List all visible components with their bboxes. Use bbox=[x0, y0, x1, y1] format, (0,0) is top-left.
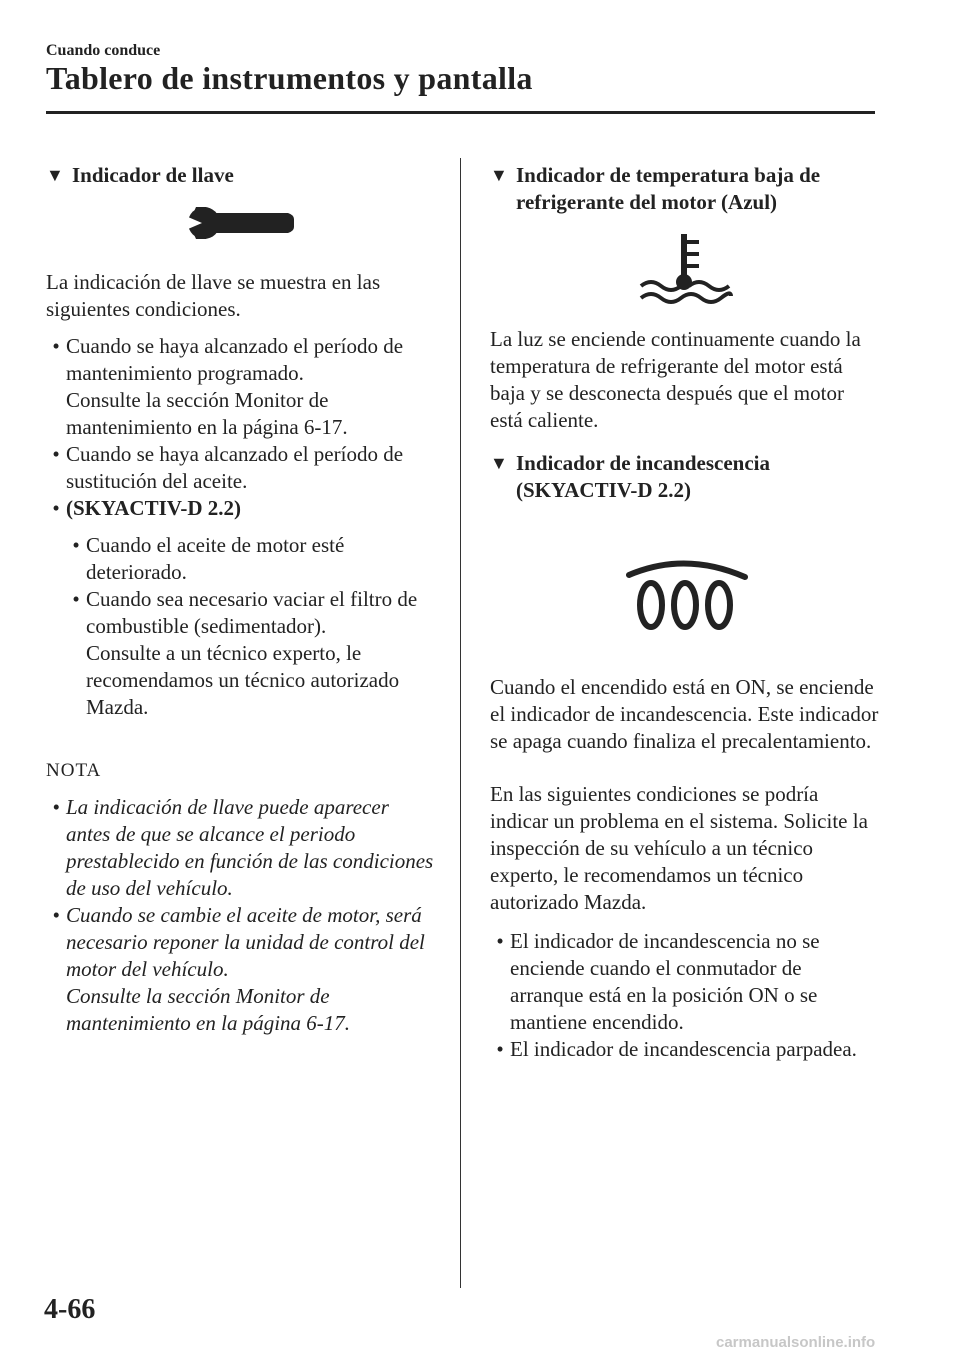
wrench-bullet-list bbox=[46, 333, 436, 721]
coolant-temperature-icon bbox=[635, 230, 735, 308]
coolant-heading: ▼ Indicador de temperatura baja de refrigerante del motor (Azul) bbox=[490, 163, 821, 214]
list-item: • El indicador de incandescencia no se enciende cuando el conmutador de arranque está en la posición ON o se mantiene encendido. bbox=[496, 929, 820, 1034]
coolant-text: La luz se enciende continuamente cuando la temperatura de refrigerante del motor está baja y se desconecta después que el motor está caliente. bbox=[490, 327, 861, 432]
list-item: • Cuando se haya alcanzado el período de sustitución del aceite. bbox=[52, 442, 404, 493]
triangle-bullet-icon: ▼ bbox=[490, 453, 508, 473]
coolant-icon-box bbox=[490, 230, 880, 326]
glow-plug-icon bbox=[615, 559, 755, 639]
chapter-title: Tablero de instrumentos y pantalla bbox=[46, 60, 533, 96]
left-column bbox=[46, 160, 436, 1037]
list-item: • (SKYACTIV-D 2.2) bbox=[52, 496, 242, 520]
header-rule bbox=[46, 111, 875, 114]
glow-heading: ▼ Indicador de incandescencia (SKYACTIV-D 2.2) bbox=[490, 451, 770, 502]
wrench-intro: La indicación de llave se muestra en las siguientes condiciones. bbox=[46, 270, 381, 321]
wrench-heading: ▼ Indicador de llave bbox=[46, 163, 234, 187]
triangle-bullet-icon: ▼ bbox=[490, 165, 508, 185]
wrench-icon bbox=[186, 195, 296, 255]
glow-text-2: En las siguientes condiciones se podría indicar un problema en el sistema. Solicite la inspección de su vehículo a un técnico experto, le recomendamos un técnico autorizado Mazda. bbox=[490, 782, 868, 914]
page-number: 4-66 bbox=[44, 1294, 96, 1325]
list-item: • Cuando se haya alcanzado el período de mantenimiento programado. Consulte la sección Monitor de mantenimiento en la página 6-17. bbox=[52, 334, 404, 439]
note-list bbox=[46, 794, 436, 1037]
section-label: Cuando conduce bbox=[46, 42, 161, 59]
glow-bullet-list bbox=[490, 928, 880, 1063]
watermark: carmanualsonline.info bbox=[716, 1334, 876, 1351]
glow-text-1: Cuando el encendido está en ON, se enciende el indicador de incandescencia. Este indicador se apaga cuando finaliza el precalentamiento. bbox=[490, 675, 879, 753]
list-item: • El indicador de incandescencia parpadea. bbox=[496, 1037, 857, 1061]
list-item: • Cuando sea necesario vaciar el filtro de combustible (sedimentador). Consulte a un técnico experto, le recomendamos un técnico autorizado Mazda. bbox=[72, 587, 418, 719]
list-item: • La indicación de llave puede aparecer antes de que se alcance el periodo prestablecido en función de las condiciones de uso del vehículo. bbox=[52, 795, 434, 900]
sub-bullet-list bbox=[46, 532, 436, 721]
right-column bbox=[490, 160, 880, 1063]
note-label: NOTA bbox=[46, 760, 102, 781]
glow-icon-box bbox=[490, 524, 880, 674]
column-divider bbox=[460, 158, 461, 1288]
list-item: • Cuando se cambie el aceite de motor, será necesario reponer la unidad de control del motor del vehículo. Consulte la sección Monitor de mantenimiento en la página 6-17. bbox=[52, 903, 425, 1035]
triangle-bullet-icon: ▼ bbox=[46, 165, 64, 185]
list-item: • Cuando el aceite de motor esté deteriorado. bbox=[72, 533, 345, 584]
wrench-icon-box bbox=[46, 195, 436, 269]
